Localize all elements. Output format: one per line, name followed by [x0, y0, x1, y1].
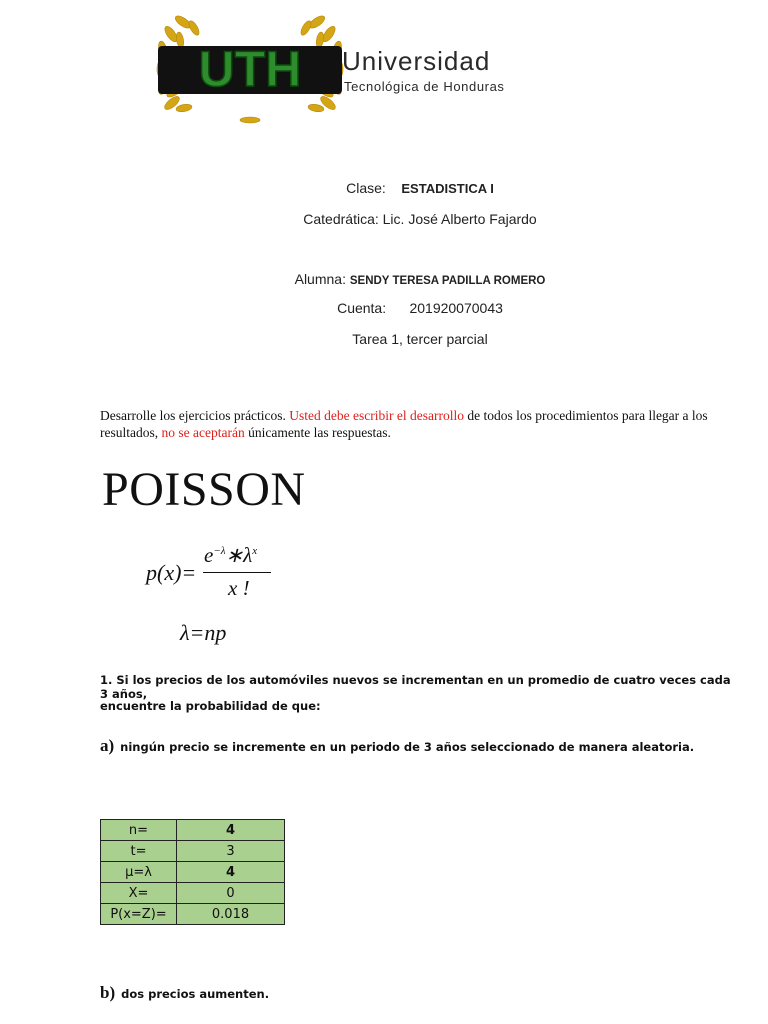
university-name: Universidad	[342, 46, 491, 76]
table-row: X= 0	[101, 883, 285, 904]
university-subtitle: Tecnológica de Honduras	[344, 79, 505, 94]
section-title: POISSON	[102, 463, 306, 516]
laurel-emblem	[150, 8, 350, 128]
instructions-paragraph: Desarrolle los ejercicios prácticos. Usted debe escribir el desarrollo de todos los procedimientos para llegar a los resultados, no se aceptarán únicamente las respuestas.	[100, 408, 708, 440]
alumna-value: SENDY TERESA PADILLA ROMERO	[349, 275, 546, 287]
cuenta-value: 201920070043	[409, 300, 503, 316]
clase-line: Clase: ESTADISTICA I	[346, 180, 494, 196]
lambda-formula: λ=np	[180, 620, 227, 645]
part-a: a) ningún precio se incremente en un periodo de 3 años seleccionado de manera aleatoria.	[100, 736, 695, 755]
formula-numerator: $e^{-\lambda}∗\lambda^x$	[204, 543, 258, 567]
formula-lhs: p(x)=	[146, 560, 197, 585]
formula-denominator: x !	[228, 576, 250, 600]
question-line1: 1. Si los precios de los automóviles nuevos se incrementan en un promedio de cuatro veces cada 3 años,	[100, 673, 731, 701]
tarea-line: Tarea 1, tercer parcial	[352, 331, 488, 347]
uth-emblem-text: UTH	[198, 41, 302, 97]
table-row: t= 3	[101, 841, 285, 862]
table-row: n= 4	[101, 820, 285, 841]
cuenta-line: Cuenta: 201920070043	[337, 300, 503, 316]
alumna-line: Alumna: SENDY TERESA PADILLA ROMERO	[294, 271, 546, 287]
question-line2: encuentre la probabilidad de que:	[100, 699, 321, 713]
fraction-bar	[203, 572, 271, 573]
catedratica-line: Catedrática: Lic. José Alberto Fajardo	[303, 211, 537, 227]
part-b: b) dos precios aumenten.	[100, 983, 270, 1002]
data-table	[100, 819, 285, 925]
table-row: μ=λ 4	[101, 862, 285, 883]
table-row: P(x=Z)= 0.018	[101, 904, 285, 925]
clase-value: ESTADISTICA I	[401, 181, 494, 196]
